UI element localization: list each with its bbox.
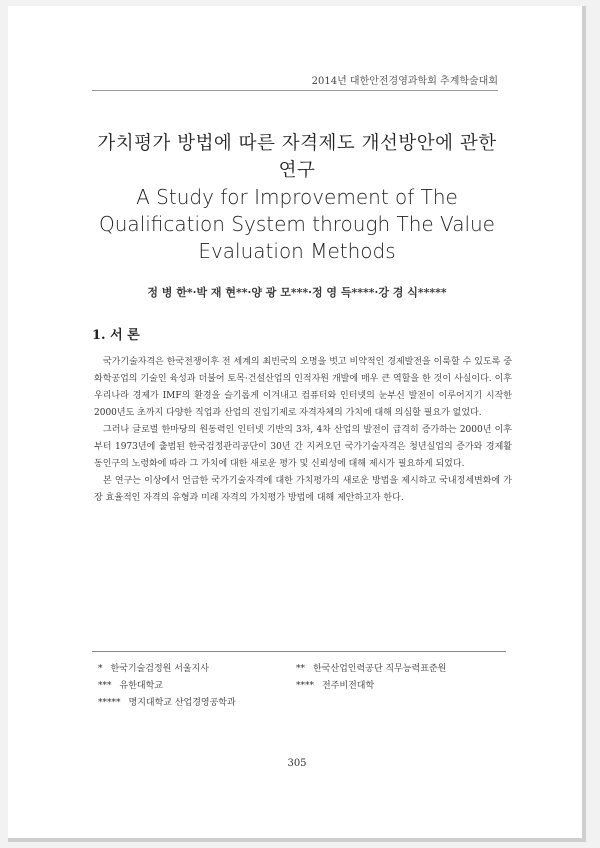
title-korean-line-2: 연구	[278, 160, 316, 181]
footnote-2	[296, 661, 446, 674]
title-english	[68, 184, 526, 265]
footnote-text: 한국산업인력공단 직무능력표준원	[313, 664, 447, 674]
title-english-line-3: Evaluation Methods	[198, 239, 396, 263]
header-rule	[92, 90, 498, 91]
paragraph: 국가기술자격은 한국전쟁이후 전 세계의 최빈국의 오명을 벗고 비약적인 경제발전을 이룩할 수 있도록 중화학공업의 기술인 육성과 더불어 토목·건설산업의 인적자원 개발에 매우 큰 역할을 한 것이 사실이다. 이후 우리나라 경제가 IMF의 환경을 슬기롭게 이겨내고 컴퓨터와 인터넷의 눈부신 발전이 이루어지기 시작한 2000년도 초까지 다양한 직업과 산업의 진입기제로 자격자체의 가치에 대해 의심할 필요가 없었다.	[94, 357, 512, 418]
footnote-3	[98, 678, 163, 691]
footnote-mark: **	[296, 664, 305, 674]
footnote-text: 전주비전대학	[322, 681, 375, 691]
paper-page	[8, 6, 586, 842]
footnote-mark: *****	[98, 698, 121, 708]
footnote-text: 명지대학교 산업경영공학과	[128, 698, 236, 708]
title-korean	[68, 130, 526, 184]
footnote-rule	[92, 651, 506, 652]
footnote-4	[296, 678, 374, 691]
title-english-line-2: Qualification System through The Value	[99, 212, 495, 236]
footnote-mark: *	[98, 664, 103, 674]
title-korean-line-1: 가치평가 방법에 따른 자격제도 개선방안에 관한	[97, 133, 497, 154]
footnote-text: 유한대학교	[119, 681, 163, 691]
paragraph: 그러나 글로벌 한마당의 원동력인 인터넷 기반의 3차, 4차 산업의 발전이 급격히 증가하는 2000년 이후부터 1973년에 출범된 한국검정관리공단이 30년 간 지켜오던 국가기술자격은 청년실업의 증가와 경제활동인구의 노령화에 따라 그 가치에 대한 새로운 평가 및 신뢰성에 대해 제시가 필요하게 되었다.	[94, 425, 512, 469]
footnote-mark: ****	[296, 681, 314, 691]
body-text	[94, 354, 512, 507]
section-heading: 1. 서 론	[92, 328, 140, 343]
footnote-1	[98, 661, 209, 674]
running-header: 2014년 대한안전경영과학회 추계학술대회	[311, 76, 498, 87]
footnote-text: 한국기술검정원 서울지사	[110, 664, 209, 674]
page-number: 305	[287, 758, 307, 769]
title-english-line-1: A Study for Improvement of The	[136, 185, 458, 209]
footnote-5	[98, 695, 236, 708]
footnote-mark: ***	[98, 681, 112, 691]
author-list: 정 병 한*·박 재 현**·양 광 모***·정 영 득****·강 경 식*****	[147, 286, 447, 299]
paragraph: 본 연구는 이상에서 언급한 국가기술자격에 대한 가치평가의 새로운 방법을 제시하고 국내정세변화에 가장 효율적인 자격의 유형과 미래 자격의 가치평가 방법에 대해 제안하고자 한다.	[94, 476, 512, 503]
